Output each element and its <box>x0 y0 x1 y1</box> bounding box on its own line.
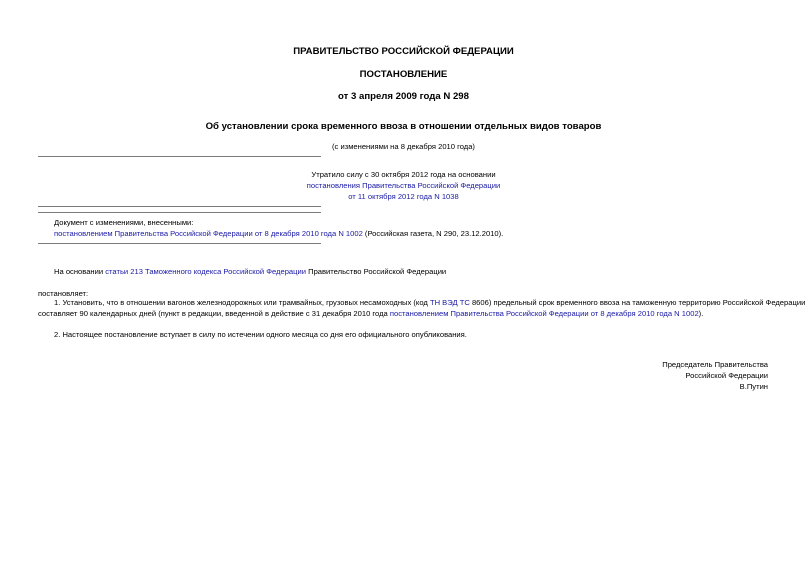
amendments-note: (с изменениями на 8 декабря 2010 года) <box>332 142 475 151</box>
item1-text2: 8606) предельный срок временного ввоза на таможенную территорию Российской Федерации <box>469 298 806 307</box>
changes-label: Документ с изменениями, внесенными: <box>54 218 194 227</box>
changes-line <box>54 229 503 238</box>
signature-line2: Российской Федерации <box>685 371 768 380</box>
preamble <box>54 267 446 276</box>
changes-link[interactable]: постановлением Правительства Российской Федерации от 8 декабря 2010 года N 1002 <box>54 229 363 238</box>
document-type: ПОСТАНОВЛЕНИЕ <box>359 69 448 80</box>
item2: 2. Настоящее постановление вступает в силу по истечении одного месяца со дня его официального опубликования. <box>54 330 467 339</box>
repeal-link-line1[interactable]: постановления Правительства Российской Федерации <box>306 181 501 190</box>
signature-name: В.Путин <box>739 382 768 391</box>
document-title: Об установлении срока временного ввоза в отношении отдельных видов товаров <box>205 121 602 132</box>
repeal-note: Утратило силу с 30 октября 2012 года на основании <box>311 170 496 179</box>
changes-source: (Российская газета, N 290, 23.12.2010). <box>362 229 504 238</box>
document-date-number: от 3 апреля 2009 года N 298 <box>338 91 469 102</box>
preamble-prefix: На основании <box>54 267 106 276</box>
item1-line1 <box>54 298 805 307</box>
divider <box>38 212 321 213</box>
item1-text1: 1. Установить, что в отношении вагонов железнодорожных или трамвайных, грузовых несамоходных (код <box>54 298 430 307</box>
signature-line1: Председатель Правительства <box>662 360 768 369</box>
resolves-word: постановляет: <box>38 289 89 298</box>
item1-line2 <box>38 309 703 318</box>
divider <box>38 156 321 157</box>
item1-text3: составляет 90 календарных дней (пункт в редакции, введенной в действие с 31 декабря 2010 года <box>38 309 390 318</box>
government-heading: ПРАВИТЕЛЬСТВО РОССИЙСКОЙ ФЕДЕРАЦИИ <box>293 46 514 57</box>
repeal-link-line2[interactable]: от 11 октября 2012 года N 1038 <box>348 192 459 201</box>
divider <box>38 206 321 207</box>
preamble-link[interactable]: статьи 213 Таможенного кодекса Российской Федерации <box>105 267 306 276</box>
divider <box>38 243 321 244</box>
preamble-suffix: Правительство Российской Федерации <box>306 267 447 276</box>
item1-amendment-link[interactable]: постановлением Правительства Российской Федерации от 8 декабря 2010 года N 1002 <box>389 309 699 318</box>
item1-text4: ). <box>698 309 704 318</box>
item1-tnved-link[interactable]: ТН ВЭД ТС <box>429 298 470 307</box>
